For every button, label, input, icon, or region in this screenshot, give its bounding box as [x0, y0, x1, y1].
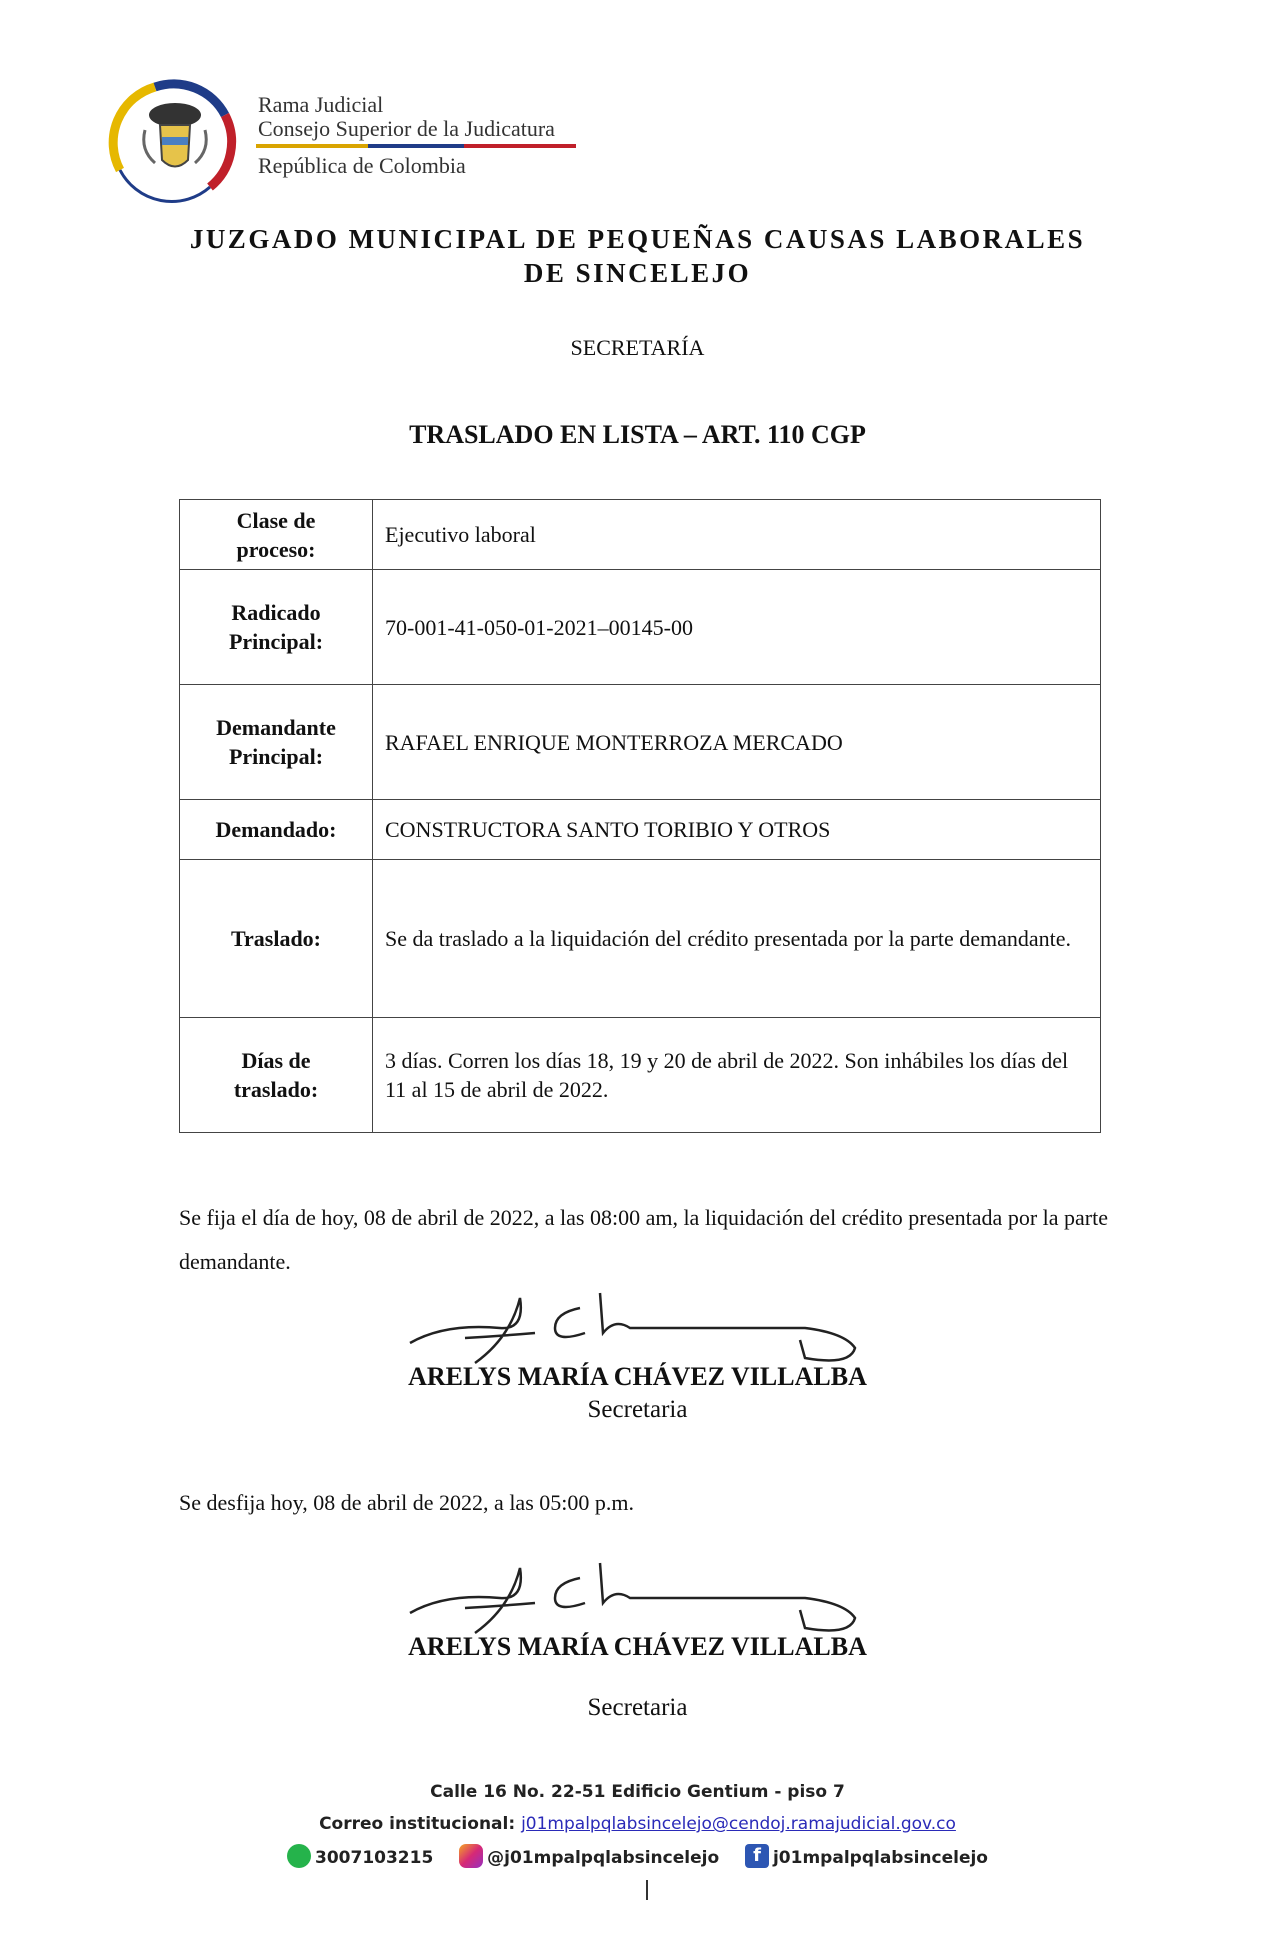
handwritten-signature-1 — [405, 1288, 865, 1368]
row-label: Clase de proceso: — [180, 500, 373, 570]
whatsapp-icon — [287, 1844, 311, 1868]
footer-email-line — [0, 1814, 1275, 1834]
row-value: RAFAEL ENRIQUE MONTERROZA MERCADO — [373, 685, 1101, 800]
table-row — [180, 570, 1101, 685]
footer-email-label: Correo institucional: — [319, 1814, 516, 1834]
row-label: Días de traslado: — [180, 1018, 373, 1133]
footer-social — [0, 1846, 1275, 1870]
footer-instagram: @j01mpalpqlabsincelejo — [487, 1848, 720, 1868]
instagram-icon — [459, 1844, 483, 1868]
traslado-title: TRASLADO EN LISTA – ART. 110 CGP — [409, 420, 866, 449]
row-label: Radicado Principal: — [180, 570, 373, 685]
table-row — [180, 860, 1101, 1018]
secretaria-heading: SECRETARÍA — [570, 335, 705, 360]
court-title-line-1: JUZGADO MUNICIPAL DE PEQUEÑAS CAUSAS LABORALES — [189, 224, 1086, 254]
table-row — [180, 685, 1101, 800]
table-row — [180, 500, 1101, 570]
footer-facebook: j01mpalpqlabsincelejo — [772, 1848, 988, 1868]
row-label: Traslado: — [180, 860, 373, 1018]
signer-role: Secretaria — [587, 1396, 688, 1423]
letterhead-line-3: República de Colombia — [258, 153, 466, 178]
footer-phone: 3007103215 — [315, 1848, 434, 1868]
facebook-icon: f — [745, 1844, 769, 1868]
table-row — [180, 1018, 1101, 1133]
handwritten-signature-2 — [405, 1558, 865, 1638]
row-value: Ejecutivo laboral — [373, 500, 1101, 570]
row-value: Se da traslado a la liquidación del crédito presentada por la parte demandante. — [373, 860, 1101, 1018]
case-info-table — [179, 499, 1101, 1133]
row-label: Demandante Principal: — [180, 685, 373, 800]
colombia-coat-of-arms-icon — [100, 75, 250, 205]
row-label: Demandado: — [180, 800, 373, 860]
letterhead-divider — [256, 144, 576, 148]
row-value: 3 días. Corren los días 18, 19 y 20 de abril de 2022. Son inhábiles los días del 11 al 15 de abril de 2022. — [373, 1018, 1101, 1133]
signer-name: ARELYS MARÍA CHÁVEZ VILLALBA — [408, 1362, 867, 1391]
letterhead-line-1: Rama Judicial — [258, 92, 384, 117]
row-value: CONSTRUCTORA SANTO TORIBIO Y OTROS — [373, 800, 1101, 860]
footer-email-link[interactable]: j01mpalpqlabsincelejo@cendoj.ramajudicial.gov.co — [521, 1814, 956, 1834]
desfija-paragraph: Se desfija hoy, 08 de abril de 2022, a las 05:00 p.m. — [179, 1490, 634, 1515]
court-title-line-2: DE SINCELEJO — [523, 258, 752, 288]
signer-name: ARELYS MARÍA CHÁVEZ VILLALBA — [408, 1632, 867, 1661]
court-title — [0, 222, 1275, 290]
page-marker — [646, 1880, 648, 1900]
fija-paragraph: Se fija el día de hoy, 08 de abril de 2022, a las 08:00 am, la liquidación del crédito presentada por la parte demandante. — [179, 1205, 1108, 1274]
footer-address: Calle 16 No. 22-51 Edificio Gentium - piso 7 — [430, 1782, 845, 1802]
row-value: 70-001-41-050-01-2021–00145-00 — [373, 570, 1101, 685]
letterhead-line-2: Consejo Superior de la Judicatura — [258, 116, 555, 141]
table-row — [180, 800, 1101, 860]
signer-role: Secretaria — [587, 1694, 688, 1721]
